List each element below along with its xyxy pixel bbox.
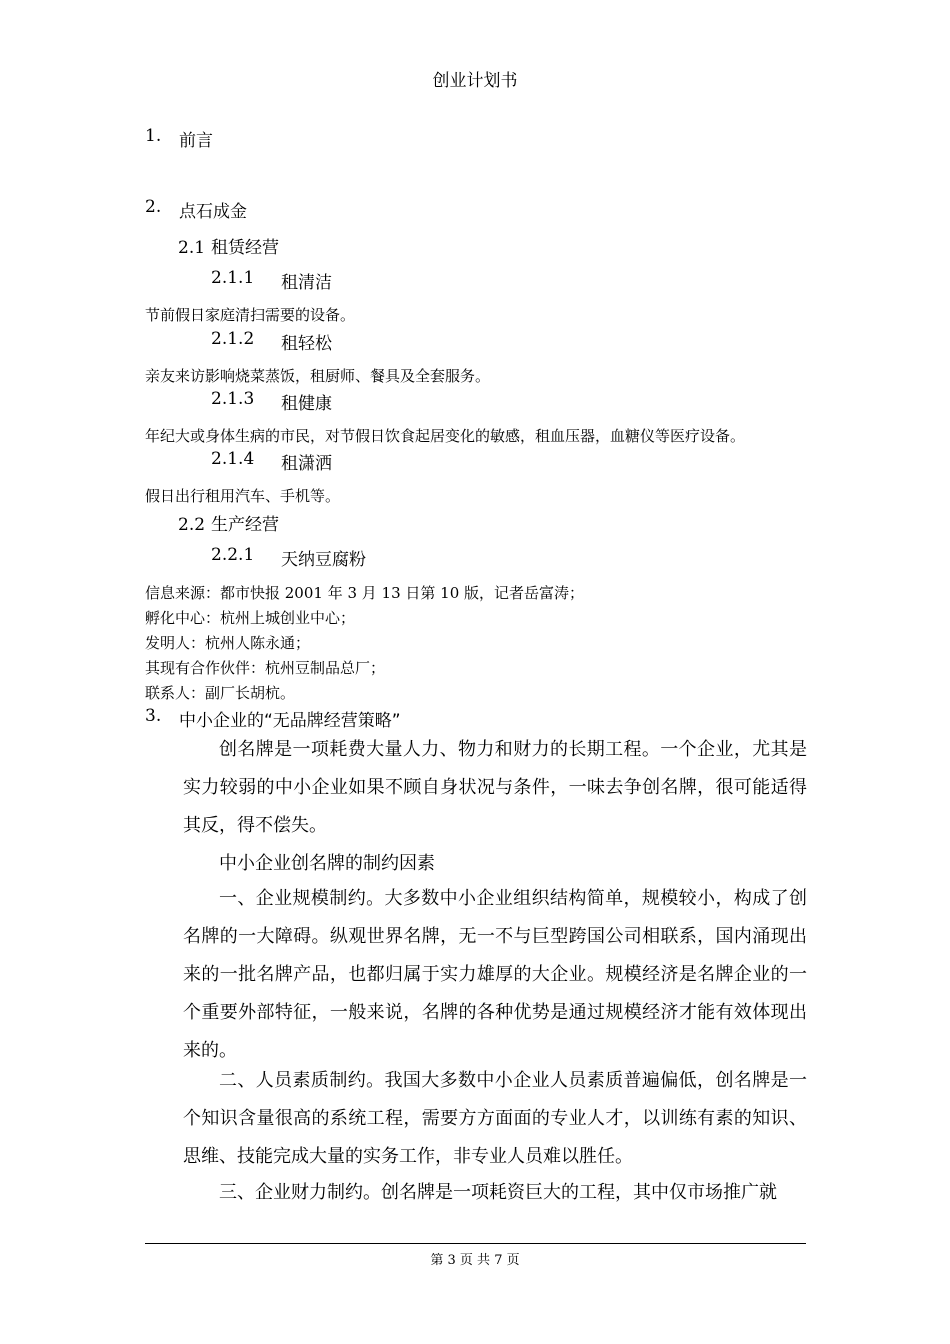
heading-title: 生产经营 [211, 515, 280, 535]
heading-number: 2.2 [178, 515, 206, 535]
heading-number: 2.1.4 [211, 449, 255, 469]
heading-2-1 [178, 233, 279, 258]
heading-number: 2.1 [178, 238, 206, 258]
heading-title: 中小企业的“无品牌经营策略” [179, 711, 401, 731]
heading-number: 2.1.1 [211, 268, 255, 288]
info-line: 孵化中心：杭州上城创业中心； [145, 609, 356, 627]
heading-number: 2. [145, 197, 162, 217]
heading-number: 2.1.2 [211, 329, 255, 349]
heading-title: 租潇洒 [281, 454, 332, 474]
heading-3 [145, 706, 745, 730]
heading-2-2 [178, 510, 279, 535]
heading-title: 点石成金 [179, 202, 247, 222]
heading-2-1-3 [211, 389, 611, 413]
paragraph: 二、人员素质制约。我国大多数中小企业人员素质普遍偏低，创名牌是一个知识含量很高的系统工程，需要方方面面的专业人才，以训练有素的知识、思维、技能完成大量的实务工作，非专业人员难以胜任。 [183, 1070, 807, 1167]
heading-2-1-4 [211, 449, 611, 473]
body-text: 节前假日家庭清扫需要的设备。 [145, 306, 356, 324]
heading-2 [145, 197, 745, 221]
paragraph: 三、企业财力制约。创名牌是一项耗资巨大的工程，其中仅市场推广就 [219, 1182, 777, 1203]
heading-number: 2.1.3 [211, 389, 255, 409]
heading-1 [145, 126, 745, 150]
info-line: 其现有合作伙伴：杭州豆制品总厂； [145, 659, 386, 677]
paragraph: 一、企业规模制约。大多数中小企业组织结构简单，规模较小，构成了创名牌的一大障碍。纵观世界名牌，无一不与巨型跨国公司相联系，国内涌现出来的一批名牌产品，也都归属于实力雄厚的大企业。规模经济是名牌企业的一个重要外部特征，一般来说，名牌的各种优势是通过规模经济才能有效体现出来的。 [183, 888, 807, 1061]
heading-2-2-1 [211, 545, 611, 569]
heading-number: 3. [145, 706, 162, 726]
body-text: 假日出行租用汽车、手机等。 [145, 487, 341, 505]
body-text: 年纪大或身体生病的市民，对节假日饮食起居变化的敏感，租血压器，血糖仪等医疗设备。 [145, 427, 746, 445]
info-line: 发明人：杭州人陈永通； [145, 634, 311, 652]
heading-title: 租轻松 [281, 334, 332, 354]
heading-2-1-1 [211, 268, 611, 292]
paragraph: 创名牌是一项耗费大量人力、物力和财力的长期工程。一个企业，尤其是实力较弱的中小企业如果不顾自身状况与条件，一味去争创名牌，很可能适得其反，得不偿失。 [183, 739, 807, 836]
info-line: 信息来源：都市快报 2001 年 3 月 13 日第 10 版，记者岳富涛； [145, 584, 585, 602]
page-number: 第 3 页 共 7 页 [430, 1253, 520, 1268]
paragraph: 中小企业创名牌的制约因素 [219, 853, 435, 874]
heading-title: 天纳豆腐粉 [281, 550, 366, 570]
heading-number: 1. [145, 126, 162, 146]
info-line: 联系人：副厂长胡杭。 [145, 684, 296, 702]
heading-title: 租赁经营 [211, 238, 280, 258]
heading-number: 2.2.1 [211, 545, 255, 565]
heading-title: 租清洁 [281, 273, 332, 293]
body-text: 亲友来访影响烧菜蒸饭，租厨师、餐具及全套服务。 [145, 367, 491, 385]
heading-title: 租健康 [281, 394, 332, 414]
page-header-title: 创业计划书 [432, 71, 518, 91]
heading-title: 前言 [179, 131, 213, 151]
heading-2-1-2 [211, 329, 611, 353]
footer-divider [145, 1243, 806, 1244]
